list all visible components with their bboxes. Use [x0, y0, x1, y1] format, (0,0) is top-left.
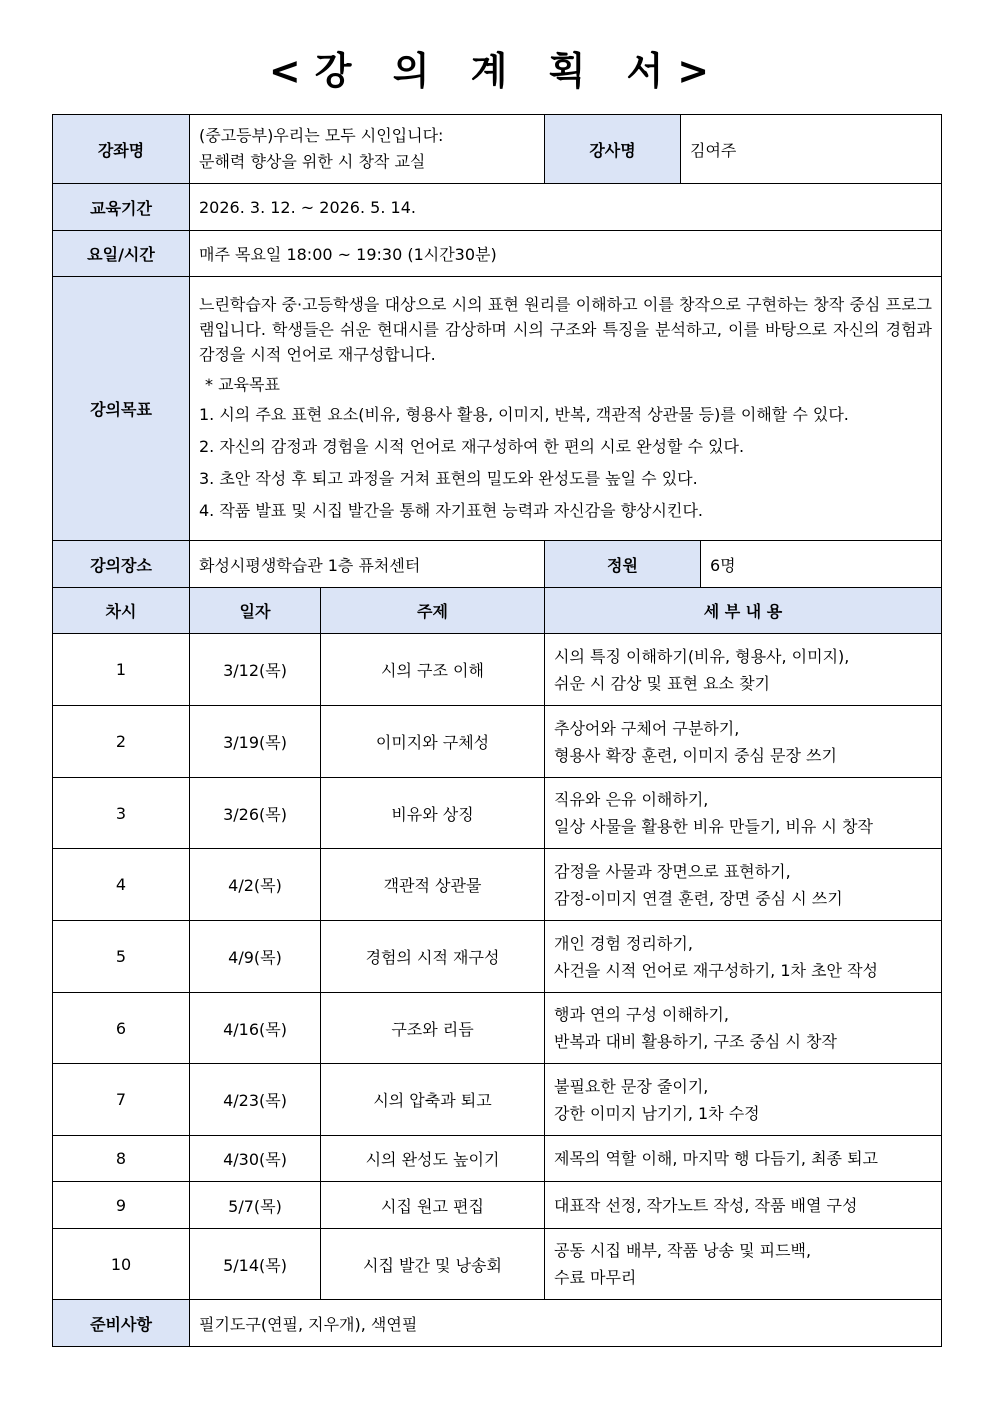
session-topic: 구조와 리듬 — [321, 993, 545, 1064]
course-name-line: 문해력 향상을 위한 시 창작 교실 — [199, 152, 426, 171]
table-row — [53, 706, 942, 778]
detail-line: 행과 연의 구성 이해하기, — [554, 1005, 729, 1024]
session-number: 1 — [53, 634, 190, 706]
course-name-line: (중고등부)우리는 모두 시인입니다: — [199, 126, 444, 145]
table-row — [53, 634, 942, 706]
goal-content — [190, 277, 942, 541]
time-row — [53, 231, 942, 277]
table-row — [53, 1182, 942, 1229]
goal-item: 4. 작품 발표 및 시집 발간을 통해 자기표현 능력과 자신감을 향상시킨다. — [199, 501, 703, 520]
session-date: 3/12(목) — [190, 634, 321, 706]
session-topic: 경험의 시적 재구성 — [321, 921, 545, 993]
session-date: 4/23(목) — [190, 1064, 321, 1136]
session-number: 8 — [53, 1136, 190, 1182]
session-date: 5/7(목) — [190, 1182, 321, 1229]
detail-line: 쉬운 시 감상 및 표현 요소 찾기 — [554, 673, 770, 693]
detail-line: 제목의 역할 이해, 마지막 행 다듬기, 최종 퇴고 — [554, 1149, 878, 1168]
detail-line: 공동 시집 배부, 작품 낭송 및 피드백, — [554, 1241, 812, 1260]
period-row — [53, 184, 942, 231]
session-detail — [545, 778, 942, 849]
session-date: 3/26(목) — [190, 778, 321, 849]
detail-line: 감정-이미지 연결 훈련, 장면 중심 시 쓰기 — [554, 888, 843, 908]
session-topic: 시의 압축과 퇴고 — [321, 1064, 545, 1136]
session-number: 3 — [53, 778, 190, 849]
header-detail: 세 부 내 용 — [545, 588, 942, 634]
table-row — [53, 1064, 942, 1136]
page-title: <강 의 계 획 서> — [268, 49, 724, 93]
detail-line: 개인 경험 정리하기, — [554, 933, 693, 953]
session-number: 5 — [53, 921, 190, 993]
session-date: 4/16(목) — [190, 993, 321, 1064]
goal-row — [53, 277, 942, 541]
instructor-label: 강사명 — [545, 115, 681, 184]
detail-line: 일상 사물을 활용한 비유 만들기, 비유 시 창작 — [554, 817, 873, 836]
goal-intro: 느린학습자 중·고등학생을 대상으로 시의 표현 원리를 이해하고 이를 창작으로 구현하는 창작 중심 프로그램입니다. 학생들은 쉬운 현대시를 감상하며 시의 구조와 특징을 분석하고, 이를 바탕으로 자신의 경험과 감정을 시적 언어로 재구성합니다. — [199, 295, 932, 364]
lecture-plan-table — [52, 114, 942, 1347]
detail-line: 사건을 시적 언어로 재구성하기, 1차 초안 작성 — [554, 960, 878, 980]
table-row — [53, 1136, 942, 1182]
goal-item: 2. 자신의 감정과 경험을 시적 언어로 재구성하여 한 편의 시로 완성할 수 있다. — [199, 437, 745, 456]
session-number: 7 — [53, 1064, 190, 1136]
table-row — [53, 1229, 942, 1300]
goal-item: 1. 시의 주요 표현 요소(비유, 형용사 활용, 이미지, 반복, 객관적 상관물 등)를 이해할 수 있다. — [199, 405, 849, 424]
session-topic: 시의 구조 이해 — [321, 634, 545, 706]
detail-line: 불필요한 문장 줄이기, — [554, 1076, 709, 1096]
session-detail — [545, 993, 942, 1064]
capacity-value: 6명 — [701, 541, 942, 588]
session-number: 4 — [53, 849, 190, 921]
table-row — [53, 993, 942, 1064]
session-topic: 객관적 상관물 — [321, 849, 545, 921]
session-detail — [545, 706, 942, 778]
session-detail — [545, 849, 942, 921]
detail-line: 대표작 선정, 작가노트 작성, 작품 배열 구성 — [554, 1195, 858, 1215]
period-value: 2026. 3. 12. ~ 2026. 5. 14. — [190, 184, 942, 231]
schedule-header-row — [53, 588, 942, 634]
session-detail — [545, 921, 942, 993]
place-row — [53, 541, 942, 588]
time-label: 요일/시간 — [53, 231, 190, 277]
goal-item: 3. 초안 작성 후 퇴고 과정을 거쳐 표현의 밀도와 완성도를 높일 수 있다. — [199, 469, 698, 488]
session-date: 3/19(목) — [190, 706, 321, 778]
session-topic: 시집 원고 편집 — [321, 1182, 545, 1229]
session-topic: 비유와 상징 — [321, 778, 545, 849]
session-date: 5/14(목) — [190, 1229, 321, 1300]
prep-value: 필기도구(연필, 지우개), 색연필 — [190, 1300, 942, 1347]
table-row — [53, 778, 942, 849]
detail-line: 직유와 은유 이해하기, — [554, 790, 709, 809]
session-number: 6 — [53, 993, 190, 1064]
place-label: 강의장소 — [53, 541, 190, 588]
detail-line: 시의 특징 이해하기(비유, 형용사, 이미지), — [554, 646, 850, 666]
course-name-row — [53, 115, 942, 184]
session-detail — [545, 634, 942, 706]
session-topic: 시집 발간 및 낭송회 — [321, 1229, 545, 1300]
goal-subheading: * 교육목표 — [205, 375, 280, 394]
detail-line: 추상어와 구체어 구분하기, — [554, 718, 740, 738]
prep-label: 준비사항 — [53, 1300, 190, 1347]
detail-line: 강한 이미지 남기기, 1차 수정 — [554, 1103, 760, 1123]
session-topic: 이미지와 구체성 — [321, 706, 545, 778]
session-date: 4/9(목) — [190, 921, 321, 993]
session-number: 9 — [53, 1182, 190, 1229]
detail-line: 형용사 확장 훈련, 이미지 중심 문장 쓰기 — [554, 745, 837, 765]
capacity-label: 정원 — [545, 541, 701, 588]
time-value: 매주 목요일 18:00 ~ 19:30 (1시간30분) — [190, 231, 942, 277]
header-session: 차시 — [53, 588, 190, 634]
detail-line: 반복과 대비 활용하기, 구조 중심 시 창작 — [554, 1032, 837, 1051]
session-number: 10 — [53, 1229, 190, 1300]
place-value: 화성시평생학습관 1층 퓨처센터 — [190, 541, 545, 588]
course-name-label: 강좌명 — [53, 115, 190, 184]
header-date: 일자 — [190, 588, 321, 634]
session-date: 4/30(목) — [190, 1136, 321, 1182]
session-date: 4/2(목) — [190, 849, 321, 921]
session-number: 2 — [53, 706, 190, 778]
instructor-value: 김여주 — [681, 115, 942, 184]
header-topic: 주제 — [321, 588, 545, 634]
goal-label: 강의목표 — [53, 277, 190, 541]
prep-row — [53, 1300, 942, 1347]
session-detail — [545, 1229, 942, 1300]
table-row — [53, 921, 942, 993]
session-detail — [545, 1182, 942, 1229]
detail-line: 감정을 사물과 장면으로 표현하기, — [554, 861, 791, 881]
period-label: 교육기간 — [53, 184, 190, 231]
table-row — [53, 849, 942, 921]
session-detail — [545, 1136, 942, 1182]
session-topic: 시의 완성도 높이기 — [321, 1136, 545, 1182]
session-detail — [545, 1064, 942, 1136]
detail-line: 수료 마무리 — [554, 1268, 637, 1287]
course-name-value — [190, 115, 545, 184]
